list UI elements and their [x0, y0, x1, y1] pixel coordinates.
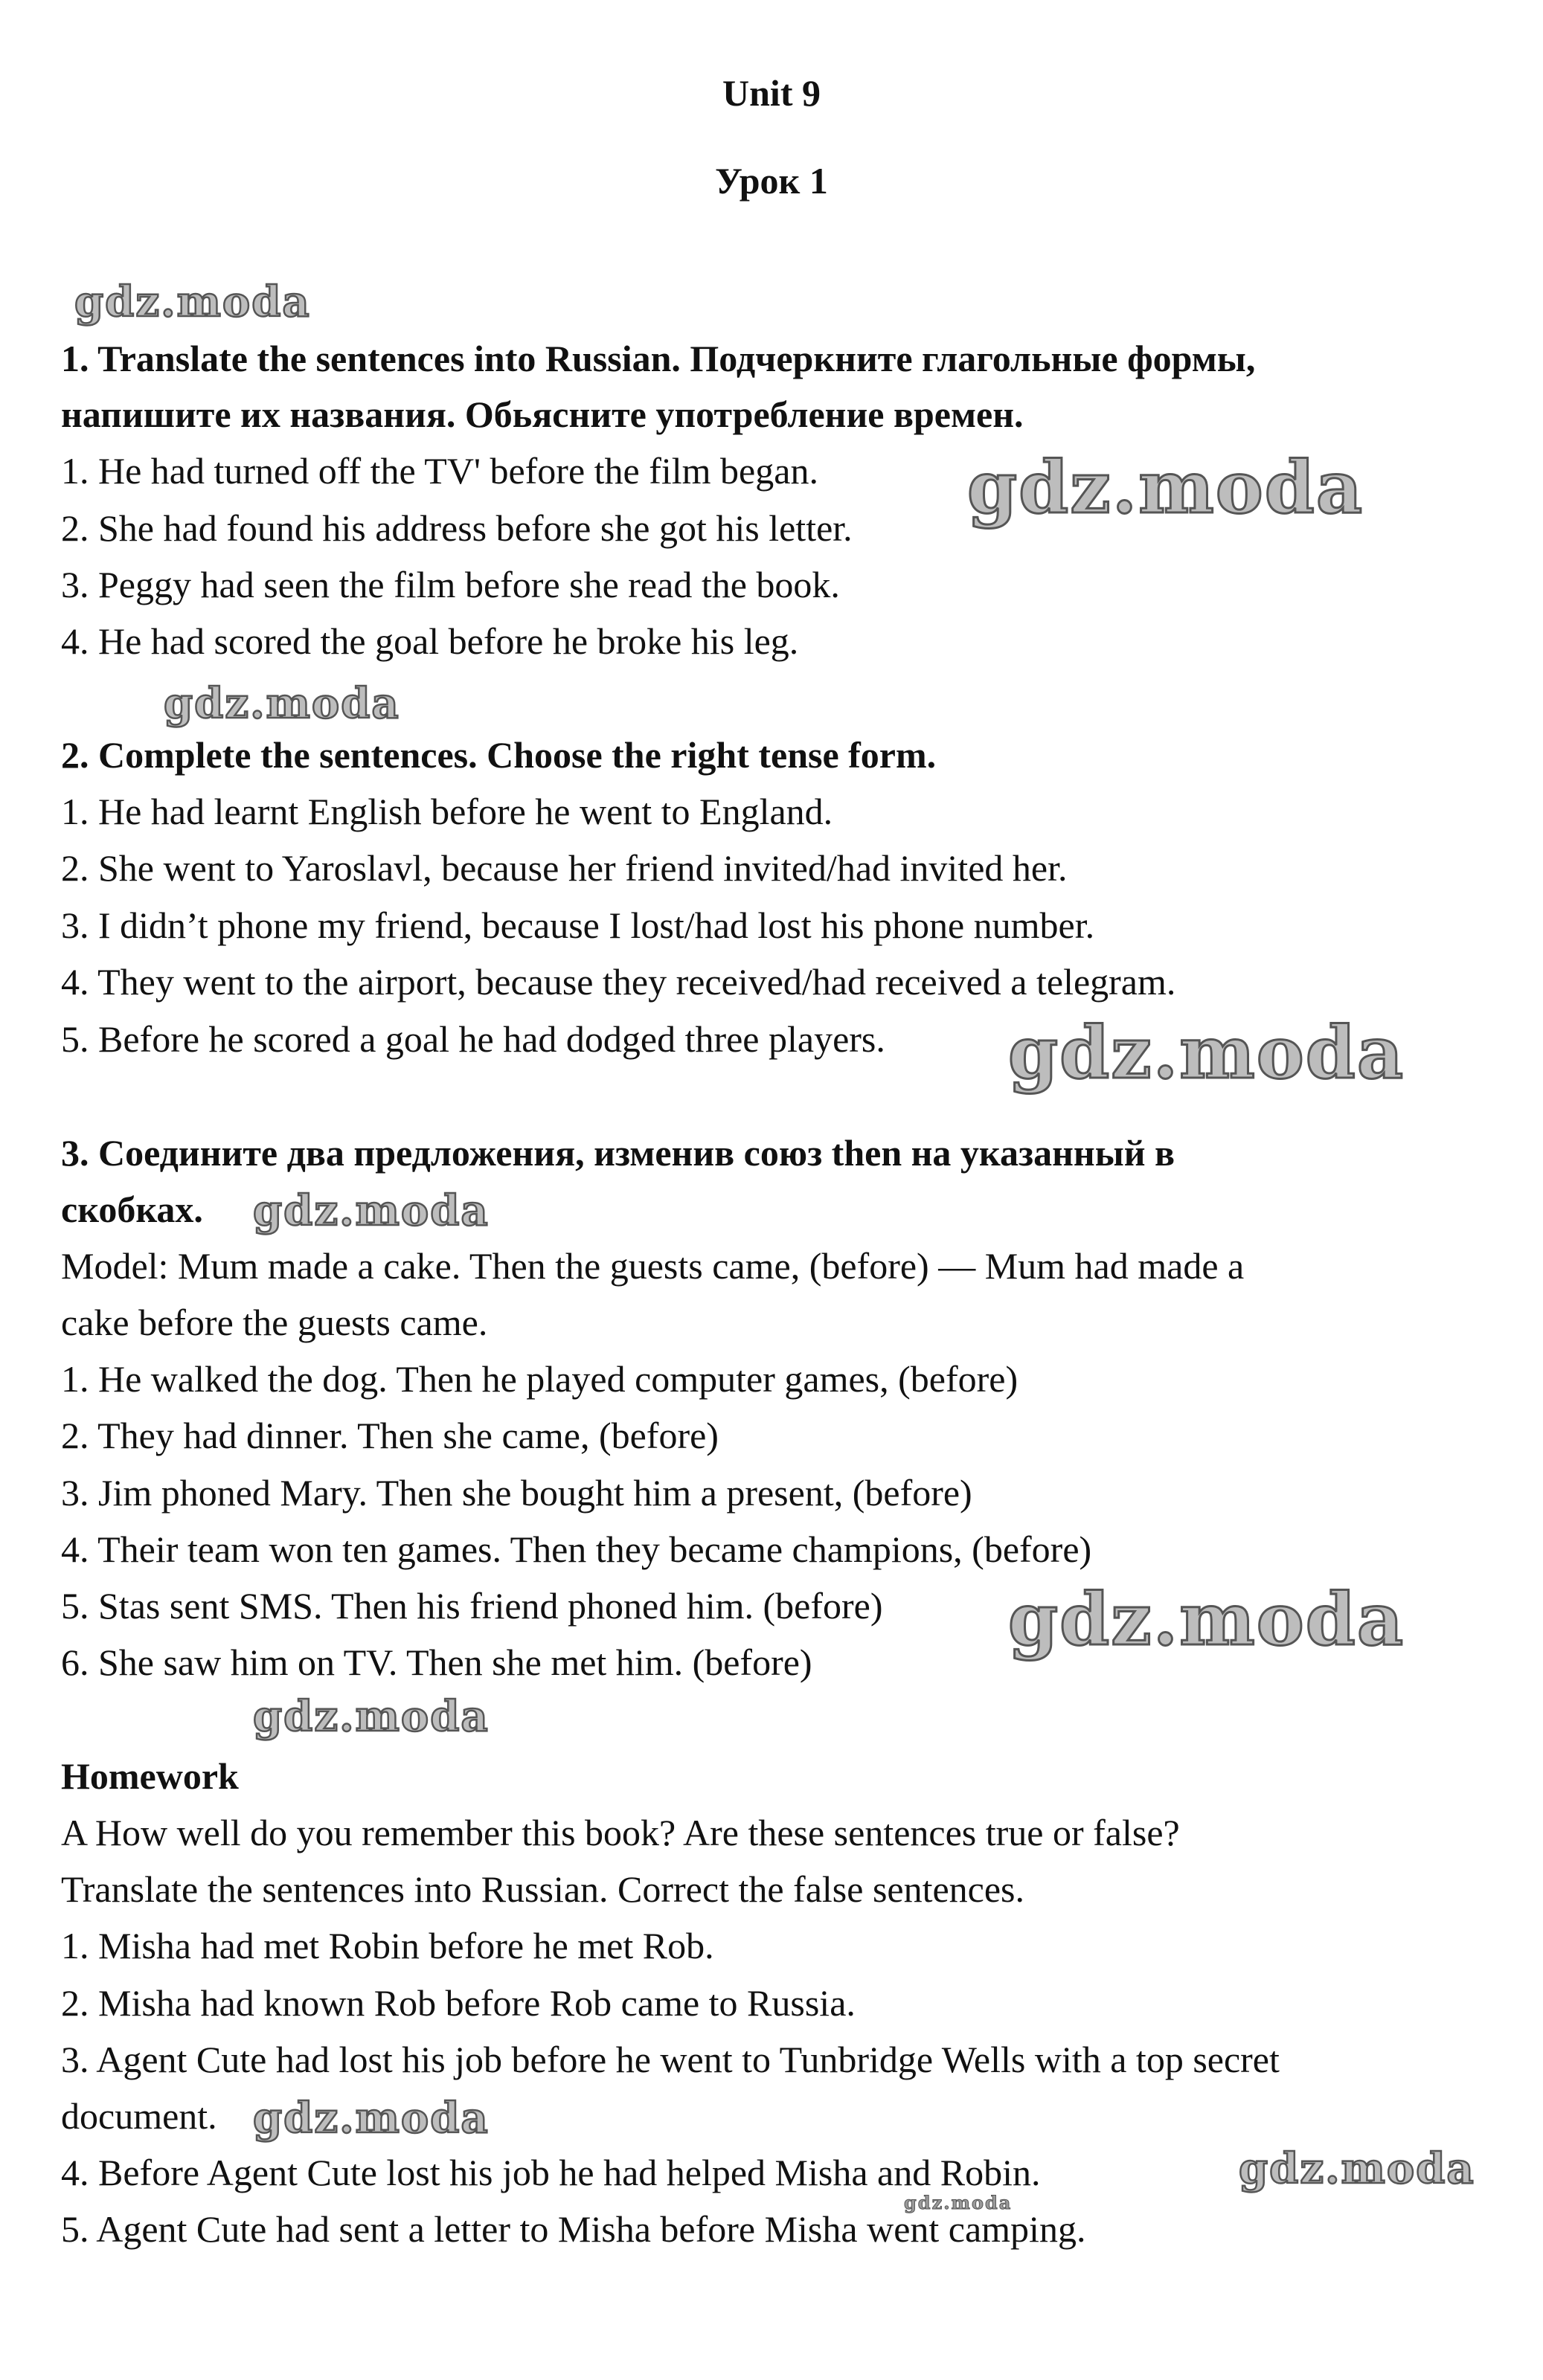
- unit-title: Unit 9: [722, 72, 821, 114]
- ex1-item-3: 3. Peggy had seen the film before she read the book.: [61, 564, 840, 605]
- watermark: gdz.moda: [253, 2094, 490, 2143]
- lesson-title: Урок 1: [715, 160, 828, 202]
- ex1-item-2: 2. She had found his address before she got his letter.: [61, 507, 853, 549]
- watermark: gdz.moda: [253, 1186, 490, 1235]
- ex3-model-line1: Model: Mum made a cake. Then the guests came, (before) — Mum had made a: [61, 1245, 1245, 1287]
- ex3-model-line2: cake before the guests came.: [61, 1302, 488, 1343]
- watermark: gdz.moda: [1239, 2144, 1475, 2193]
- ex3-item-4: 4. Their team won ten games. Then they became champions, (before): [61, 1528, 1092, 1570]
- homework-item-2: 2. Misha had known Rob before Rob came to Russia.: [61, 1982, 856, 2024]
- ex3-title-line2: скобках.: [61, 1189, 203, 1230]
- ex1-item-4: 4. He had scored the goal before he broke his leg.: [61, 620, 799, 662]
- homework-intro-line1: A How well do you remember this book? Are these sentences true or false?: [61, 1812, 1180, 1853]
- ex1-title-line2: напишите их названия. Обьясните употребление времен.: [61, 393, 1024, 435]
- ex3-item-5: 5. Stas sent SMS. Then his friend phoned him. (before): [61, 1585, 883, 1627]
- watermark: gdz.moda: [904, 2192, 1013, 2213]
- watermark: gdz.moda: [74, 277, 311, 327]
- homework-item-5: 5. Agent Cute had sent a letter to Misha before Misha went camping.: [61, 2208, 1086, 2250]
- ex1-item-1: 1. He had turned off the TV' before the film began.: [61, 450, 818, 492]
- ex2-title: 2. Complete the sentences. Choose the right tense form.: [61, 734, 937, 776]
- ex3-item-6: 6. She saw him on TV. Then she met him. (before): [61, 1641, 812, 1683]
- homework-item-3-line1: 3. Agent Cute had lost his job before he went to Tunbridge Wells with a top secret: [61, 2039, 1280, 2080]
- homework-item-4: 4. Before Agent Cute lost his job he had helped Misha and Robin.: [61, 2152, 1041, 2193]
- ex2-item-1: 1. He had learnt English before he went to England.: [61, 791, 833, 832]
- ex3-item-3: 3. Jim phoned Mary. Then she bought him a present, (before): [61, 1472, 972, 1514]
- watermark: gdz.moda: [1008, 1577, 1405, 1662]
- homework-item-3-line2: document.: [61, 2095, 217, 2137]
- ex1-title-line1: 1. Translate the sentences into Russian. Подчеркните глагольные формы,: [61, 338, 1256, 379]
- ex2-item-2: 2. She went to Yaroslavl, because her friend invited/had invited her.: [61, 847, 1068, 889]
- ex3-title-line1: 3. Соедините два предложения, изменив союз then на указанный в: [61, 1132, 1175, 1174]
- watermark: gdz.moda: [253, 1692, 490, 1741]
- ex3-item-2: 2. They had dinner. Then she came, (before): [61, 1415, 719, 1456]
- homework-title: Homework: [61, 1755, 239, 1797]
- ex2-item-5: 5. Before he scored a goal he had dodged three players.: [61, 1018, 885, 1060]
- watermark: gdz.moda: [164, 679, 400, 728]
- watermark: gdz.moda: [1008, 1011, 1405, 1095]
- watermark: gdz.moda: [967, 446, 1364, 530]
- ex2-item-4: 4. They went to the airport, because they received/had received a telegram.: [61, 961, 1176, 1003]
- homework-item-1: 1. Misha had met Robin before he met Rob.: [61, 1925, 714, 1966]
- ex3-item-1: 1. He walked the dog. Then he played computer games, (before): [61, 1358, 1018, 1400]
- homework-intro-line2: Translate the sentences into Russian. Correct the false sentences.: [61, 1868, 1025, 1910]
- ex2-item-3: 3. I didn’t phone my friend, because I lost/had lost his phone number.: [61, 904, 1095, 946]
